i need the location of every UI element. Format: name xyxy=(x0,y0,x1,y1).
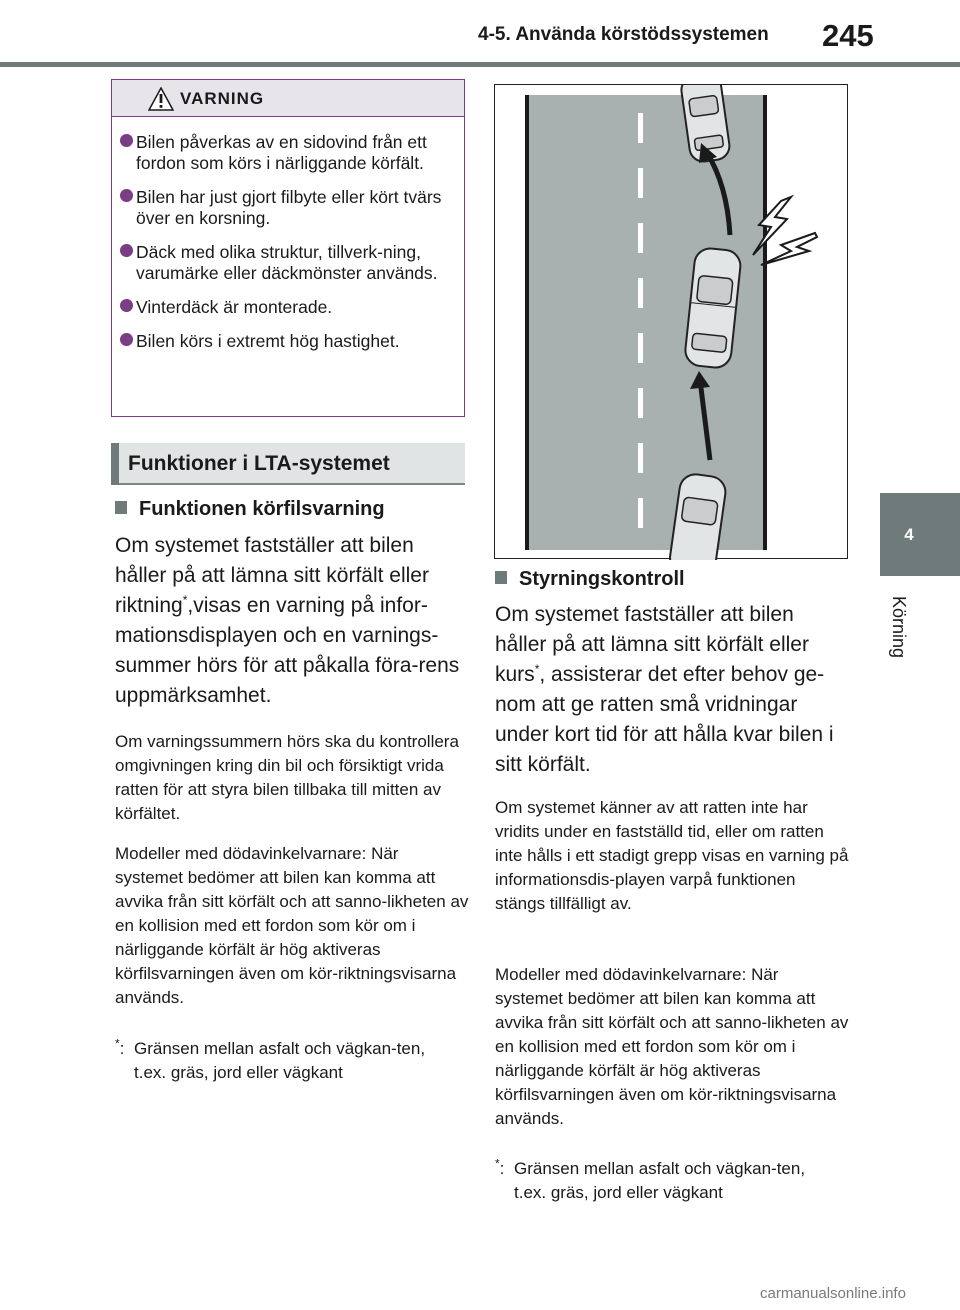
main-text-part: , assisterar det efter behov ge-nom att ge ratten små vridningar under kort tid för att hålla kvar bilen i sitt körfält. xyxy=(495,663,834,776)
warning-header xyxy=(112,80,464,117)
steering-main-text xyxy=(495,600,850,780)
footnote-marker xyxy=(495,1157,504,1181)
bullet-icon xyxy=(120,244,133,257)
page-number: 245 xyxy=(822,18,874,53)
warning-triangle-icon xyxy=(148,87,174,111)
chapter-label xyxy=(889,596,925,676)
bullet-icon xyxy=(120,333,133,346)
subheading-text: Styrningskontroll xyxy=(519,568,685,590)
footnote-marker xyxy=(115,1037,124,1061)
bullet-icon xyxy=(120,189,133,202)
warning-item xyxy=(122,132,454,174)
bullet-icon xyxy=(120,299,133,312)
footnote-colon: : xyxy=(499,1159,505,1178)
lane-warning-paragraph-1: Om varningssummern hörs ska du kontrollera omgivningen kring din bil och försiktigt vrida ratten för att styra bilen tillbaka till mitten av körfältet. xyxy=(115,732,459,823)
subheading-text: Funktionen körfilsvarning xyxy=(139,498,385,520)
section-heading-bar xyxy=(111,443,119,485)
road-edge-right xyxy=(763,95,767,550)
footnote-asterisk: * xyxy=(115,1036,120,1051)
footnote-text: Gränsen mellan asfalt och vägkan-ten, t.ex. gräs, jord eller vägkant xyxy=(514,1159,806,1202)
warning-box xyxy=(111,79,465,417)
warning-item-text: Bilen påverkas av en sidovind från ett fordon som körs i närliggande körfält. xyxy=(136,132,427,173)
main-text-part: Om systemet fastställer att bilen håller på att lämna sitt körfält eller kurs xyxy=(495,603,809,686)
subheading-steering-control xyxy=(495,568,685,591)
section-heading-text: Funktioner i LTA-systemet xyxy=(128,452,390,475)
footer-watermark: carmanualsonline.info xyxy=(760,1285,906,1302)
steering-paragraph-2: Modeller med dödavinkelvarnare: När systemet bedömer att bilen kan komma att avvika från sitt körfält och att sanno-likheten av en kollision med ett fordon som kör om i närliggande körfält är hög aktiveras körfilsvarningen även om kör-riktningsvisarna används. xyxy=(495,965,849,1128)
footnote-ref: * xyxy=(182,593,188,607)
lane-warning-main-text xyxy=(115,531,465,711)
warning-item-text: Däck med olika struktur, tillverk-ning, varumärke eller däckmönster används. xyxy=(136,242,438,283)
footnote-asterisk: * xyxy=(495,1156,500,1171)
bullet-icon xyxy=(120,134,133,147)
road-edge-left xyxy=(525,95,529,550)
section-heading xyxy=(111,443,465,485)
footnote-colon: : xyxy=(119,1039,125,1058)
warning-item xyxy=(122,331,454,352)
steering-paragraph-1: Om systemet känner av att ratten inte har vridits under en fastställd tid, eller om ratten inte hålls i ett stadigt grepp visas en varning på informationsdis-playen varpå funktionen stängs tillfälligt av. xyxy=(495,798,849,913)
main-text-part: ,visas en varning på infor-mationsdisplayen och en varnings-summer hörs för att påkalla föra-rens uppmärksamhet. xyxy=(115,594,460,707)
warning-item-text: Vinterdäck är monterade. xyxy=(136,297,333,317)
steering-footnote xyxy=(495,1157,840,1205)
subheading-lane-warning xyxy=(115,498,385,521)
warning-item-text: Bilen har just gjort filbyte eller kört tvärs över en korsning. xyxy=(136,187,442,228)
square-bullet-icon xyxy=(495,571,507,584)
lane-warning-footnote xyxy=(115,1037,460,1085)
lane-departure-illustration xyxy=(494,84,848,559)
header-divider xyxy=(0,62,960,67)
warning-item xyxy=(122,187,454,229)
main-text-part: Om systemet fastställer att bilen håller på att lämna sitt körfält eller riktning xyxy=(115,534,429,617)
chapter-label-text: Körning xyxy=(889,596,909,659)
footnote-ref: * xyxy=(534,662,540,676)
road-diagram xyxy=(495,85,849,560)
warning-item-text: Bilen körs i extremt hög hastighet. xyxy=(136,331,400,351)
warning-list xyxy=(112,117,464,352)
warning-item xyxy=(122,242,454,284)
warning-item xyxy=(122,297,454,318)
lane-warning-paragraph-2: Modeller med dödavinkelvarnare: När systemet bedömer att bilen kan komma att avvika från sitt körfält och att sanno-likheten av en kollision med ett fordon som kör om i närliggande körfält är hög aktiveras körfilsvarningen även om kör-riktningsvisarna används. xyxy=(115,844,469,1007)
square-bullet-icon xyxy=(115,501,127,514)
footnote-text: Gränsen mellan asfalt och vägkan-ten, t.ex. gräs, jord eller vägkant xyxy=(134,1039,426,1082)
warning-title: VARNING xyxy=(180,89,265,108)
chapter-tab-number: 4 xyxy=(904,525,914,544)
header-section-title: 4-5. Använda körstödssystemen xyxy=(478,24,769,45)
